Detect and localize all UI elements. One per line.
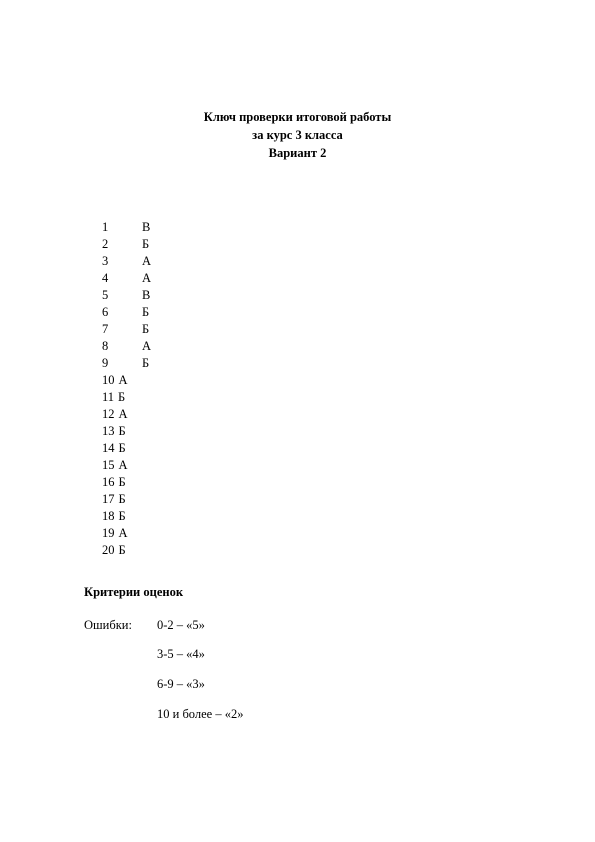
criteria-title: Критерии оценок <box>84 585 184 599</box>
answer-letter: Б <box>118 475 126 489</box>
answer-number: 15 <box>102 458 115 472</box>
document-title <box>0 108 595 162</box>
answer-row <box>102 287 150 304</box>
title-line-1: Ключ проверки итоговой работы <box>203 110 392 124</box>
answer-number: 6 <box>102 305 109 319</box>
grade-criterion-4: 3-5 – «4» <box>157 647 205 661</box>
answer-row <box>102 338 151 355</box>
answer-letter: А <box>118 526 128 540</box>
answer-number: 2 <box>102 237 109 251</box>
answer-row <box>102 457 128 474</box>
grade-criterion-3: 6-9 – «3» <box>157 677 205 691</box>
answer-row <box>102 542 126 559</box>
answer-row <box>102 406 128 423</box>
answer-letter: А <box>118 407 128 421</box>
grade-criterion-5: 0-2 – «5» <box>157 618 205 632</box>
answer-number: 9 <box>102 356 109 370</box>
answer-letter: Б <box>118 492 126 506</box>
answer-letter: А <box>118 373 128 387</box>
title-line-2: за курс 3 класса <box>252 128 343 142</box>
answer-letter: В <box>142 220 151 234</box>
answer-row <box>102 440 126 457</box>
answer-number: 19 <box>102 526 115 540</box>
answer-letter: Б <box>118 441 126 455</box>
answer-row <box>102 372 128 389</box>
title-line-3: Вариант 2 <box>268 146 327 160</box>
answer-letter: Б <box>142 305 150 319</box>
answer-number: 3 <box>102 254 109 268</box>
answer-row <box>102 525 128 542</box>
answer-letter: В <box>142 288 151 302</box>
answer-row <box>102 253 151 270</box>
answer-row <box>102 321 149 338</box>
answer-number: 1 <box>102 220 109 234</box>
answer-row <box>102 219 150 236</box>
answer-number: 8 <box>102 339 109 353</box>
answer-letter: А <box>142 271 152 285</box>
answer-number: 5 <box>102 288 109 302</box>
answer-row <box>102 389 125 406</box>
answer-number: 16 <box>102 475 115 489</box>
answer-letter: А <box>142 254 152 268</box>
answer-row <box>102 491 126 508</box>
answer-number: 11 <box>102 390 115 404</box>
answer-letter: Б <box>118 543 126 557</box>
answer-number: 20 <box>102 543 115 557</box>
answer-number: 10 <box>102 373 115 387</box>
answer-letter: Б <box>142 356 150 370</box>
answer-letter: А <box>142 339 152 353</box>
answer-row <box>102 355 149 372</box>
answer-number: 13 <box>102 424 115 438</box>
answer-letter: Б <box>118 390 126 404</box>
answer-letter: Б <box>118 509 126 523</box>
answer-letter: А <box>118 458 128 472</box>
answer-number: 17 <box>102 492 115 506</box>
errors-label: Ошибки: <box>84 618 132 632</box>
answer-letter: Б <box>142 237 150 251</box>
answer-number: 7 <box>102 322 109 336</box>
answer-number: 14 <box>102 441 115 455</box>
answer-row <box>102 270 151 287</box>
answer-row <box>102 508 126 525</box>
answer-row <box>102 236 149 253</box>
answer-number: 4 <box>102 271 109 285</box>
answer-letter: Б <box>118 424 126 438</box>
grade-criterion-2: 10 и более – «2» <box>157 707 244 721</box>
answer-row <box>102 423 126 440</box>
answer-letter: Б <box>142 322 150 336</box>
answer-number: 12 <box>102 407 115 421</box>
answer-row <box>102 304 149 321</box>
answer-row <box>102 474 126 491</box>
answer-number: 18 <box>102 509 115 523</box>
